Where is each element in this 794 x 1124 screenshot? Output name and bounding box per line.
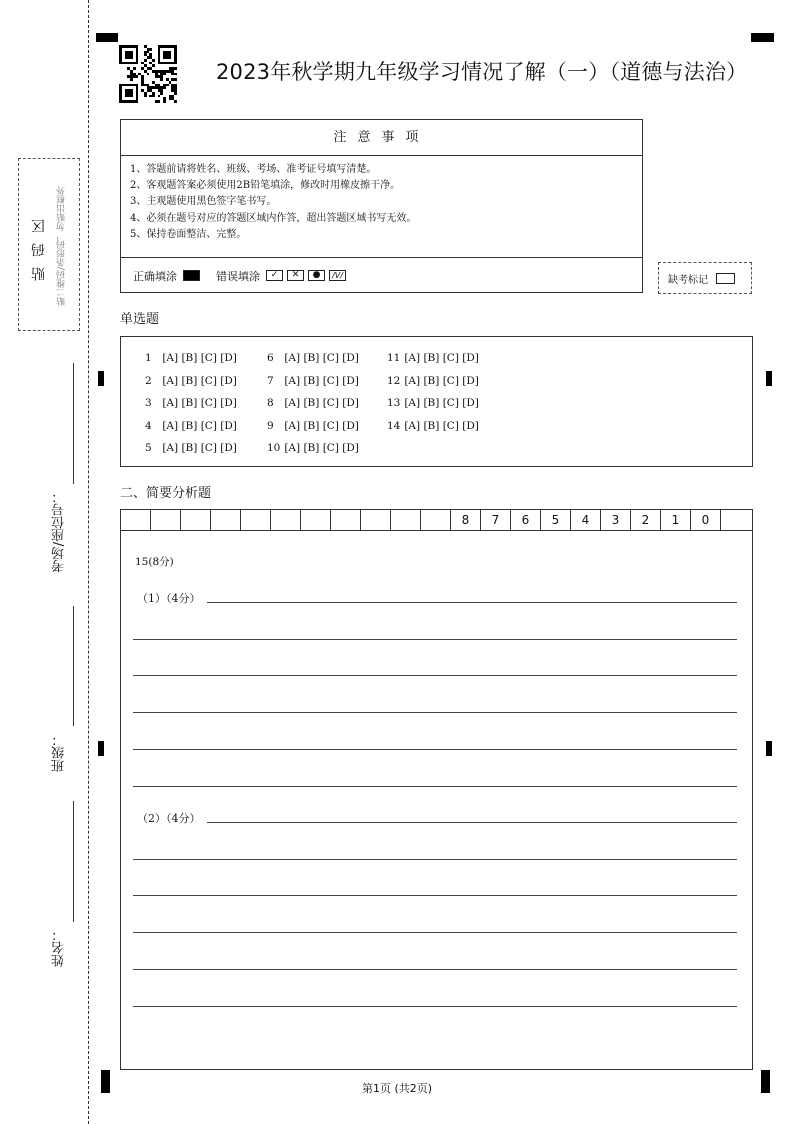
alignment-marker [98,371,104,386]
choice-row[interactable] [267,370,359,393]
question-number: 14 [387,419,401,432]
absent-mark [658,262,752,294]
question-number: 13 [387,397,401,409]
choice-options[interactable]: [A] [B] [C] [D] [281,397,359,409]
answer-line[interactable] [133,639,737,640]
score-cell-8[interactable]: 8 [451,510,481,531]
score-blank-cell [301,510,331,531]
short-answer-title: 二、简要分析题 [120,486,212,501]
notice-item: 5、保持卷面整洁、完整。 [130,228,247,240]
single-choice-title: 单选题 [120,312,160,327]
score-blank-cell [181,510,211,531]
notice-item: 1、答题前请将姓名、班级、考场、准考证号填写清楚。 [130,164,377,175]
question-number: 2 [145,374,152,387]
score-blank-cell [331,510,361,531]
choice-row[interactable] [267,415,359,438]
score-blank-cell [721,510,751,531]
question-number: 4 [145,419,152,432]
choice-options[interactable]: [A] [B] [C] [D] [159,419,237,432]
choice-row[interactable] [267,347,359,370]
score-blank-cell [121,510,151,531]
score-cell-2[interactable]: 2 [631,510,661,531]
question-number: 1 [145,352,152,364]
choice-row[interactable] [145,437,237,460]
question-number: 6 [267,352,274,364]
answer-line[interactable] [133,675,737,676]
score-blank-cell [151,510,181,531]
answer-line[interactable] [133,932,737,933]
answer-line[interactable] [133,969,737,970]
question-number: 3 [145,397,152,409]
answer-line[interactable] [133,859,737,860]
alignment-marker [766,741,772,756]
choice-options[interactable]: [A] [B] [C] [D] [159,352,237,364]
question-number: 10 [267,442,281,454]
wrong-fill-label: 错误填涂 [216,269,260,283]
notice-item: 3、主观题使用黑色签字笔书写。 [130,196,277,208]
alignment-marker [751,33,774,42]
exam-seat-label: 考场/座位号： [52,490,67,573]
choice-options[interactable]: [A] [B] [C] [D] [159,397,237,409]
wrong-fill-check-icon: ✓ [266,270,283,281]
answer-line[interactable] [133,1006,737,1007]
correct-fill-label: 正确填涂 [133,269,177,283]
choice-row[interactable] [387,347,479,370]
question-number: 11 [387,352,401,364]
score-cell-3[interactable]: 3 [601,510,631,531]
answer-line[interactable] [133,786,737,787]
choice-options[interactable]: [A] [B] [C] [D] [159,442,237,454]
answer-line[interactable] [207,602,737,603]
choice-row[interactable] [145,415,237,438]
barcode-sticker-zone [18,158,80,331]
name-input[interactable] [73,801,74,922]
name-label: 姓名： [52,928,67,967]
short-answer-box [120,509,753,1070]
notice-item: 4、必须在题号对应的答题区域内作答，超出答题区域书写无效。 [130,212,417,224]
alignment-marker [96,33,118,42]
notice-heading: 注意事项 [121,120,642,156]
qr-code-icon [119,45,179,103]
answer-line[interactable] [133,749,737,750]
question-number: 12 [387,374,401,387]
answer-line[interactable] [133,712,737,713]
class-input[interactable] [73,606,74,726]
score-cell-4[interactable]: 4 [571,510,601,531]
choice-options[interactable]: [A] [B] [C] [D] [401,374,479,387]
sub-question-2: （2）（4分） [137,812,201,825]
score-blank-cell [271,510,301,531]
answer-line[interactable] [133,895,737,896]
score-blank-cell [211,510,241,531]
question-number: 9 [267,419,274,432]
sub-question-1: （1）（4分） [137,592,201,605]
wrong-fill-cross-icon: ✕ [287,270,304,281]
choice-row[interactable] [267,437,359,460]
notice-list [121,156,642,243]
score-cell-5[interactable]: 5 [541,510,571,531]
choice-column [387,347,479,437]
absent-checkbox[interactable] [716,273,735,284]
choice-row[interactable] [145,347,237,370]
alignment-marker [98,741,104,756]
correct-fill-example [183,270,200,281]
exam-seat-input[interactable] [73,363,74,484]
choice-row[interactable] [267,392,359,415]
question-number: 5 [145,442,152,454]
sticker-label: 贴码区 [31,209,47,282]
choice-options[interactable]: [A] [B] [C] [D] [281,442,359,454]
score-row [121,510,752,531]
alignment-marker [766,371,772,386]
question-number: 8 [267,397,274,409]
wrong-fill-dot-icon: ● [308,270,325,281]
single-choice-box [120,336,753,467]
choice-options[interactable]: [A] [B] [C] [D] [281,419,359,432]
choice-row[interactable] [387,392,479,415]
choice-row[interactable] [145,370,237,393]
wrong-fill-slash-icon: /V/ [329,270,346,281]
score-cell-6[interactable]: 6 [511,510,541,531]
choice-options[interactable]: [A] [B] [C] [D] [401,419,479,432]
score-cell-1[interactable]: 1 [661,510,691,531]
score-cell-0[interactable]: 0 [691,510,721,531]
question-15-head: 15(8分) [135,556,174,568]
choice-column [145,347,237,460]
notice-item: 2、客观题答案必须使用2B铅笔填涂，修改时用橡皮擦干净。 [130,180,401,192]
score-blank-cell [241,510,271,531]
choice-options[interactable]: [A] [B] [C] [D] [159,374,237,387]
choice-row[interactable] [145,392,237,415]
choice-options[interactable]: [A] [B] [C] [D] [281,374,359,387]
choice-options[interactable]: [A] [B] [C] [D] [281,352,359,364]
class-label: 班级： [52,733,67,772]
page-title: 2023年秋学期九年级学习情况了解（一）（道德与法治） [216,60,748,84]
fill-examples [121,257,642,293]
choice-column [267,347,359,460]
answer-line[interactable] [207,822,737,823]
choice-options[interactable]: [A] [B] [C] [D] [401,352,479,364]
choice-row[interactable] [387,415,479,438]
fold-line [88,0,89,1124]
question-number: 7 [267,374,274,387]
score-blank-cell [361,510,391,531]
choice-options[interactable]: [A] [B] [C] [D] [401,397,479,409]
score-blank-cell [421,510,451,531]
score-cell-7[interactable]: 7 [481,510,511,531]
choice-row[interactable] [387,370,479,393]
sticker-hint: 贴二维码/条形码，勿贴出框外 [57,185,67,306]
page-footer: 第1页 (共2页) [361,1082,433,1095]
absent-label: 缺考标记 [668,274,708,286]
score-blank-cell [391,510,421,531]
notice-box [120,119,643,293]
